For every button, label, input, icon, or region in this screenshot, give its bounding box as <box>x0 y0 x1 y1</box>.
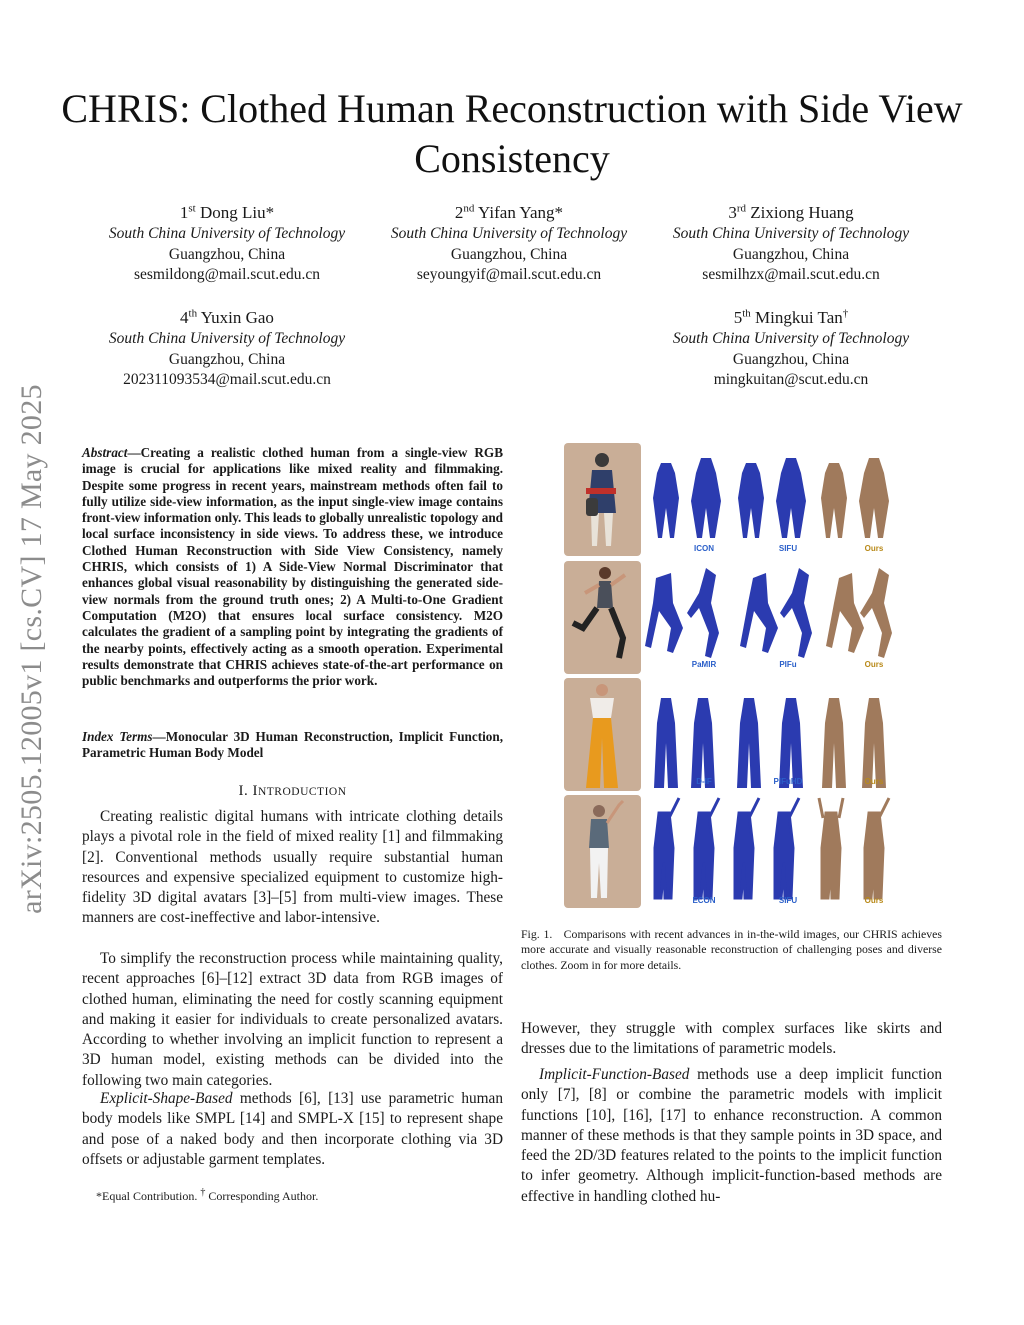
method-label: ICON <box>694 544 714 553</box>
method-label: Ours <box>864 544 884 553</box>
author-location: Guangzhou, China <box>450 245 568 263</box>
figure-1 <box>561 443 905 917</box>
author-affiliation: South China University of Technology <box>390 225 628 242</box>
author-name: 2nd Yifan Yang* <box>454 202 564 222</box>
author-affiliation: South China University of Technology <box>108 330 346 347</box>
author-affiliation: South China University of Technology <box>672 225 910 242</box>
abstract-text: Creating a realistic clothed human from a single-view RGB image is crucial for applications like mixed reality and filmmaking. Despite some progress in recent years, mainstream methods often fail to fully utilize side-view information, as the input single-view image contains front-view information only. This leads to globally unrealistic topology and local surface inconsistency in side views. To address these, we introduce Clothed Human Reconstruction with Side View Consistency, namely CHRIS, which consists of 1) A Side-View Normal Discriminator that enhances global visual reasonability by distinguishing the generated side-view normals from the ground truth ones; 2) A Multi-to-One Gradient Computation (M2O) that ensures local surface consistency. M2O calculates the gradient of a sampling point by integrating the gradients of the nearby points, effectively acting as a smooth operation. Experimental results demonstrate that CHRIS achieves state-of-the-art performance on public benchmarks and outperforms the prior work. <box>82 445 503 689</box>
method-label: Ours <box>864 896 884 905</box>
author-email: seyoungyif@mail.scut.edu.cn <box>416 266 602 283</box>
author-email: sesmildong@mail.scut.edu.cn <box>133 266 321 283</box>
input-photo-3 <box>564 678 641 791</box>
mesh-row-3 <box>654 698 886 788</box>
author-5 <box>646 307 936 391</box>
author-location: Guangzhou, China <box>732 350 850 368</box>
author-name: 1st Dong Liu* <box>179 202 275 222</box>
section-heading: I. INTRODUCTION <box>238 783 347 799</box>
index-terms-label: Index Terms <box>82 729 153 744</box>
index-terms-text: Monocular 3D Human Reconstruction, Implicit Function, Parametric Human Body Model <box>82 729 503 761</box>
paper-title: CHRIS: Clothed Human Reconstruction with Side View Consistency <box>61 86 963 181</box>
method-label: ECON <box>692 896 716 905</box>
intro-paragraph-4: However, they struggle with complex surfaces like skirts and dresses due to the limitations of parametric models. <box>521 1020 942 1058</box>
figure-caption-label: Fig. 1. <box>521 927 553 941</box>
intro-paragraph-2: To simplify the reconstruction process while maintaining quality, recent approaches [6]–[12] extract 3D data from RGB images of clothed human, eliminating the need for costly scanning equipment and making it easier for individuals to create personalized avatars. According to whether involving an implicit function to represent a 3D human model, existing methods can be divided into the following two main categories. <box>82 950 503 1089</box>
input-photo-2 <box>564 561 641 674</box>
author-email: sesmilhzx@mail.scut.edu.cn <box>702 266 880 283</box>
author-affiliation: South China University of Technology <box>108 225 346 242</box>
input-photo-4 <box>564 795 641 908</box>
footnote: *Equal Contribution. † Corresponding Author. <box>96 1187 319 1203</box>
abstract-label: Abstract <box>82 445 128 460</box>
author-location: Guangzhou, China <box>168 245 286 263</box>
intro-paragraph-5: Implicit-Function-Based methods use a deep implicit function only [7], [8] or combine the parametric models with implicit functions [10], [16], [17] to enhance reconstruction. A common manner of these methods is that they sample points in 3D space, and feed the 2D/3D features related to the points to the implicit function to infer geometry. Although implicit-function-based methods are effective in handling clothed hu- <box>521 1066 942 1205</box>
author-name: 5th Mingkui Tan† <box>733 307 849 327</box>
author-location: Guangzhou, China <box>732 245 850 263</box>
mesh-row-1 <box>653 458 889 538</box>
method-label: Ours <box>864 777 884 786</box>
figure-caption: Fig. 1. Comparisons with recent advances in in-the-wild images, our CHRIS achieves more accurate and visually reasonable reconstruction of challenging poses and diverse clothes. Zoom in for more details. <box>521 927 943 972</box>
author-3 <box>646 202 936 286</box>
author-name: 3rd Zixiong Huang <box>728 202 854 222</box>
method-label: SIFU <box>778 896 798 905</box>
author-name: 4th Yuxin Gao <box>180 307 274 327</box>
author-1 <box>82 202 372 286</box>
author-email: 202311093534@mail.scut.edu.cn <box>123 371 331 388</box>
author-email: mingkuitan@scut.edu.cn <box>713 371 869 388</box>
method-label: PaMIR <box>691 660 717 669</box>
intro-paragraph-3: Explicit-Shape-Based methods [6], [13] use parametric human body models like SMPL [14] and SMPL-X [15] to represent shape and pose of a naked body and then incorporate clothing via 3D offsets or adjustable garment templates. <box>82 1090 503 1168</box>
author-affiliation: South China University of Technology <box>672 330 910 347</box>
abstract: Abstract—Creating a realistic clothed human from a single-view RGB image is crucial for applications like mixed reality and filmmaking. Despite some progress in recent years, mainstream methods often fail to fully utilize side-view information, as the input single-view image contains front-view information only. This leads to globally unrealistic topology and local surface inconsistency in side views. To address these, we introduce Clothed Human Reconstruction with Side View Consistency, namely CHRIS, which consists of 1) A Side-View Normal Discriminator that enhances global visual reasonability by distinguishing the generated side-view normals from the ground truth ones; 2) A Multi-to-One Gradient Computation (M2O) that ensures local surface consistency. M2O calculates the gradient of a sampling point by integrating the gradients of the nearby points, effectively acting as a smooth operation. Experimental results demonstrate that CHRIS achieves state-of-the-art performance on public benchmarks and outperforms the prior work. <box>82 445 503 689</box>
mesh-row-4 <box>655 798 889 898</box>
method-label: D-IF <box>696 777 712 786</box>
method-label: Ours <box>864 660 884 669</box>
arxiv-sidebar-stamp <box>0 344 64 954</box>
mesh-row-2 <box>645 568 892 658</box>
method-label: PIFuHD <box>773 777 803 786</box>
method-label: PIFu <box>779 660 797 669</box>
author-location: Guangzhou, China <box>168 350 286 368</box>
intro-paragraph-1: Creating realistic digital humans with intricate clothing details plays a pivotal role in the field of mixed reality [1] and filmmaking [2]. Conventional methods usually require substantial human resources and expensive specialized equipment to customize high-fidelity 3D digital avatars [3]–[5] from multi-view images. These manners are cost-ineffective and labor-intensive. <box>82 808 503 927</box>
index-terms: Index Terms—Monocular 3D Human Reconstruction, Implicit Function, Parametric Human Body Model <box>82 729 503 761</box>
author-2 <box>364 202 654 286</box>
input-photo-1 <box>564 443 641 556</box>
author-4 <box>82 307 372 391</box>
method-label: SIFU <box>778 544 798 553</box>
arxiv-id: arXiv:2505.12005v1 [cs.CV] 17 May 2025 <box>15 384 48 914</box>
